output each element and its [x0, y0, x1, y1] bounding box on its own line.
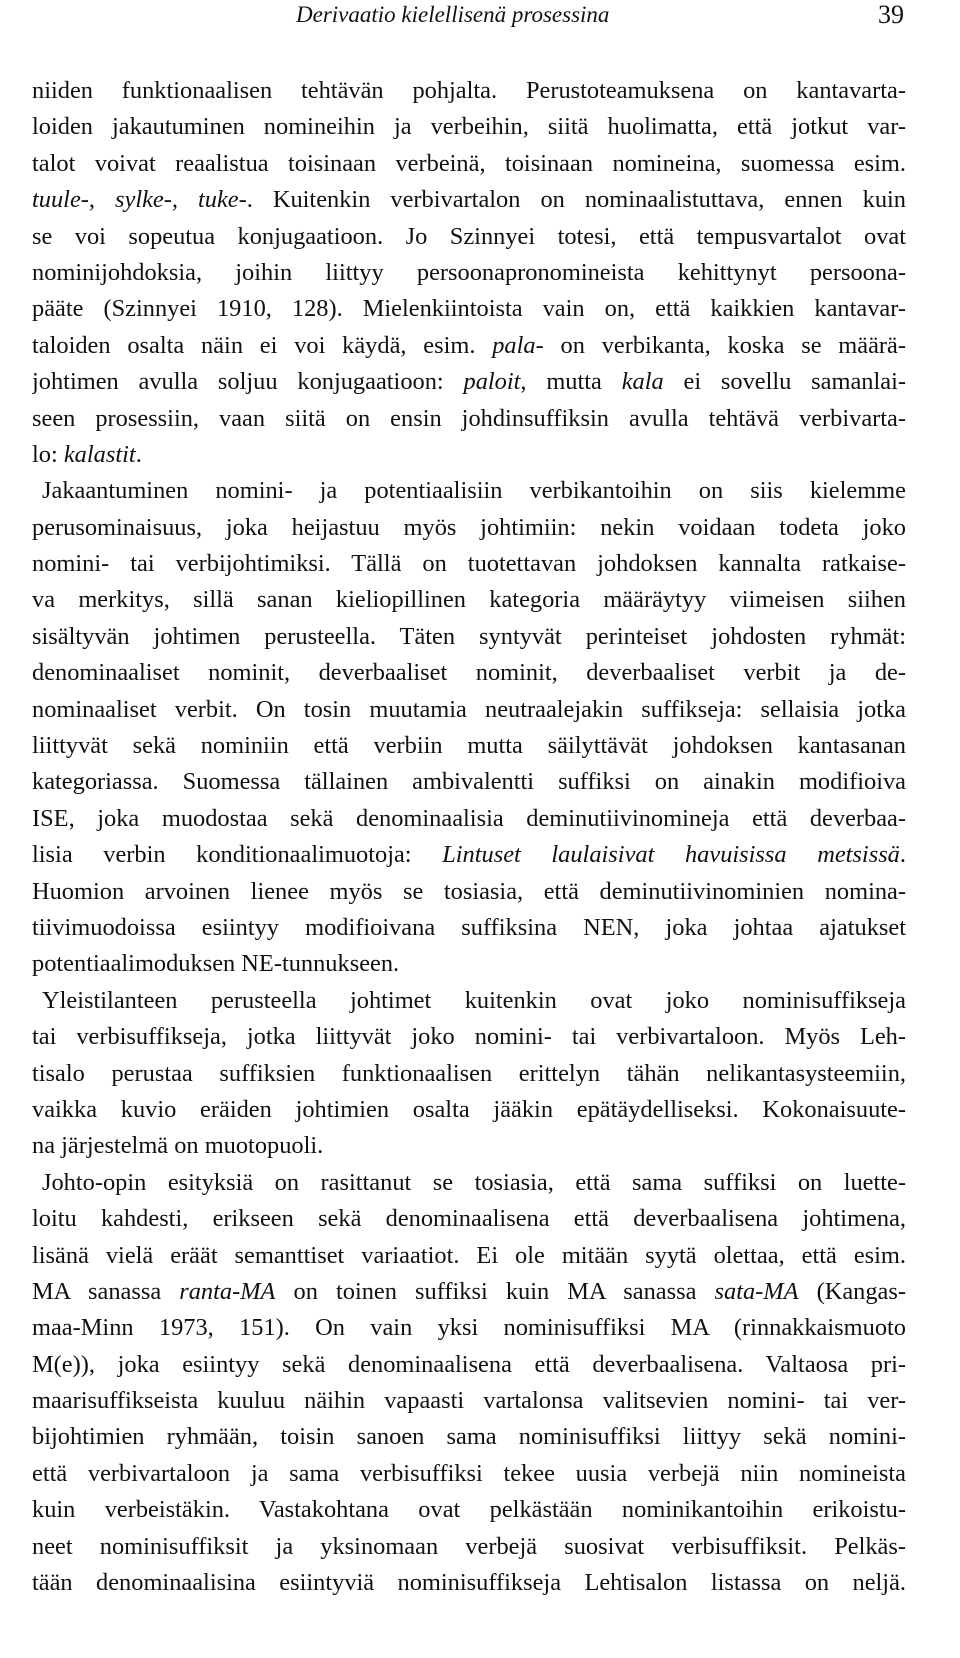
- text-line: [32, 655, 906, 691]
- text-line: [32, 1419, 906, 1455]
- text-line: [32, 1310, 906, 1346]
- text-run: nomini- tai verbijohtimiksi. Tällä on tuotettavan johdoksen kannalta ratkaise-: [32, 550, 906, 578]
- text-line: [32, 1383, 906, 1419]
- text-run: perusominaisuus, joka heijastuu myös johtimiin: nekin voidaan todeta joko: [32, 513, 906, 541]
- italic-term: Lintuset laulaisivat havuisissa metsissä: [442, 841, 900, 869]
- text-run: nominaaliset verbit. On tosin muutamia neutraalejakin suffikseja: sellaisia jotka: [32, 695, 906, 723]
- text-line: [32, 109, 906, 145]
- text-line: [32, 582, 906, 618]
- text-run: . Kuitenkin verbivartalon on nominaalistuttava, ennen kuin: [246, 186, 906, 214]
- text-line: [32, 837, 906, 873]
- text-run: , mutta: [520, 368, 622, 396]
- text-run: loiden jakautuminen nomineihin ja verbeihin, siitä huolimatta, että jotkut var-: [32, 113, 906, 141]
- text-run: pääte (Szinnyei 1910, 128). Mielenkiintoista vain on, että kaikkien kantavar-: [32, 295, 906, 323]
- text-run: tiivimuodoissa esiintyy modifioivana suffiksina NEN, joka johtaa ajatukset: [32, 913, 906, 941]
- text-line: [32, 764, 906, 800]
- text-run: tään denominaalisina esiintyviä nominisuffikseja Lehtisalon listassa on neljä.: [32, 1569, 906, 1597]
- text-run: .: [899, 841, 906, 869]
- text-run: na järjestelmä on muotopuoli.: [32, 1132, 324, 1160]
- text-line: [32, 1128, 906, 1164]
- page-number: 39: [878, 0, 904, 29]
- text-run: Huomion arvoinen lienee myös se tosiasia, että deminutiivinominien nomina-: [32, 877, 906, 905]
- text-line: [32, 874, 906, 910]
- text-line: [32, 1347, 906, 1383]
- text-line: [32, 801, 906, 837]
- text-run: talot voivat reaalistua toisinaan verbeinä, toisinaan nomineina, suomessa esim.: [32, 149, 906, 177]
- text-line: [32, 146, 906, 182]
- text-run: se voi sopeutua konjugaatioon.: [32, 222, 384, 250]
- text-run: on toinen suffiksi kuin MA sanassa: [275, 1277, 715, 1305]
- text-line: [32, 728, 906, 764]
- text-line: [32, 910, 906, 946]
- text-line: [32, 1201, 906, 1237]
- italic-term: sata-MA: [714, 1277, 799, 1305]
- text-run: M(e)), joka esiintyy sekä denominaalisena että deverbaalisena. Valtaosa pri-: [32, 1350, 906, 1378]
- text-line: [32, 1565, 906, 1601]
- text-run: ISE, joka muodostaa sekä denominaalisia deminutiivinomineja että deverbaa-: [32, 804, 906, 832]
- italic-term: kala: [621, 368, 664, 396]
- text-line: [32, 364, 906, 400]
- text-run: lo:: [32, 440, 64, 468]
- text-line: [32, 219, 906, 255]
- text-line: [32, 73, 906, 109]
- text-line: [32, 692, 906, 728]
- text-run: tai verbisuffikseja, jotka liittyvät joko nomini- tai verbivartaloon. Myös Leh-: [32, 1023, 906, 1051]
- text-line: [32, 401, 906, 437]
- text-line: [32, 1456, 906, 1492]
- text-run: sisältyvän johtimen perusteella. Täten syntyvät perinteiset johdosten ryhmät:: [32, 622, 906, 650]
- text-run: .: [135, 440, 142, 468]
- text-run: että verbivartaloon ja sama verbisuffiksi tekee uusia verbejä niin nomineista: [32, 1459, 906, 1487]
- italic-term: kalastit: [63, 440, 136, 468]
- text-run: MA sanassa: [32, 1277, 180, 1305]
- text-run: Jo Szinnyei totesi, että tempusvartalot ovat: [383, 222, 906, 250]
- text-line: [32, 946, 906, 982]
- text-run: potentiaalimoduksen NE-tunnukseen.: [32, 950, 400, 978]
- text-line: [32, 437, 906, 473]
- text-run: niiden funktionaalisen tehtävän pohjalta. Perustoteamuksena on kantavarta-: [32, 77, 906, 104]
- text-run: denominaaliset nominit, deverbaaliset nominit, deverbaaliset verbit ja de-: [32, 659, 906, 687]
- text-run: Yleistilanteen perusteella johtimet kuitenkin ovat joko nominisuffikseja: [42, 986, 906, 1014]
- page-header: [0, 0, 960, 40]
- text-run: Jakaantuminen nomini- ja potentiaalisiin verbikantoihin on siis kielemme: [42, 477, 906, 505]
- text-run: lisänä vielä eräät semanttiset variaatiot. Ei ole mitään syytä olettaa, että esim.: [32, 1241, 906, 1269]
- italic-term: ranta-MA: [179, 1277, 276, 1305]
- text-line: [32, 182, 906, 218]
- text-line: [32, 1019, 906, 1055]
- text-line: [32, 328, 906, 364]
- text-run: maarisuffikseista kuuluu näihin vapaasti vartalonsa valitsevien nomini- tai ver-: [32, 1387, 906, 1415]
- body-text: [32, 73, 906, 1601]
- text-run: neet nominisuffiksit ja yksinomaan verbejä suosivat verbisuffiksit. Pelkäs-: [32, 1532, 906, 1560]
- text-run: Johto-opin esityksiä on rasittanut se tosiasia, että sama suffiksi on luette-: [42, 1168, 906, 1196]
- text-run: (Kangas-: [798, 1277, 906, 1305]
- text-line: [32, 983, 906, 1019]
- italic-term: tuule-, sylke-, tuke-: [32, 186, 247, 214]
- italic-term: pala-: [492, 331, 544, 359]
- text-line: [32, 510, 906, 546]
- text-run: ei sovellu samanlai-: [663, 368, 906, 396]
- text-run: taloiden osalta näin ei voi käydä, esim.: [32, 331, 493, 359]
- text-run: on verbikanta, koska se määrä-: [543, 331, 906, 359]
- text-run: tisalo perustaa suffiksien funktionaalisen erittelyn tähän nelikantasysteemiin,: [32, 1059, 906, 1087]
- text-run: liittyvät sekä nominiin että verbiin mutta säilyttävät johdoksen kantasanan: [32, 732, 906, 760]
- text-line: [32, 1165, 906, 1201]
- text-line: [32, 1492, 906, 1528]
- text-run: bijohtimien ryhmään, toisin sanoen sama nominisuffiksi liittyy sekä nomini-: [32, 1423, 906, 1451]
- text-line: [32, 619, 906, 655]
- text-run: lisia verbin konditionaalimuotoja:: [32, 841, 443, 869]
- text-line: [32, 1529, 906, 1565]
- text-run: vaikka kuvio eräiden johtimien osalta jääkin epätäydelliseksi. Kokonaisuute-: [32, 1095, 906, 1123]
- text-line: [32, 473, 906, 509]
- text-run: seen prosessiin, vaan siitä on ensin johdinsuffiksin avulla tehtävä verbivarta-: [32, 404, 906, 432]
- italic-term: paloit: [463, 368, 521, 396]
- text-run: kategoriassa. Suomessa tällainen ambivalentti suffiksi on ainakin modifioiva: [32, 768, 906, 796]
- text-run: maa-Minn 1973, 151). On vain yksi nominisuffiksi MA (rinnakkaismuoto: [32, 1314, 906, 1342]
- text-line: [32, 1056, 906, 1092]
- text-run: va merkitys, sillä sanan kieliopillinen kategoria määräytyy viimeisen siihen: [32, 586, 906, 614]
- text-line: [32, 255, 906, 291]
- text-line: [32, 291, 906, 327]
- text-line: [32, 546, 906, 582]
- text-run: loitu kahdesti, erikseen sekä denominaalisena että deverbaalisena johtimena,: [32, 1205, 906, 1233]
- text-run: johtimen avulla soljuu konjugaatioon:: [32, 368, 464, 396]
- text-run: nominijohdoksia, joihin liittyy persoonapronomineista kehittynyt persoona-: [32, 258, 906, 286]
- text-line: [32, 1092, 906, 1128]
- running-title: Derivaatio kielellisenä prosessina: [296, 2, 610, 27]
- text-line: [32, 1238, 906, 1274]
- text-run: kuin verbeistäkin. Vastakohtana ovat pelkästään nominikantoihin erikoistu-: [32, 1496, 906, 1524]
- text-line: [32, 1274, 906, 1310]
